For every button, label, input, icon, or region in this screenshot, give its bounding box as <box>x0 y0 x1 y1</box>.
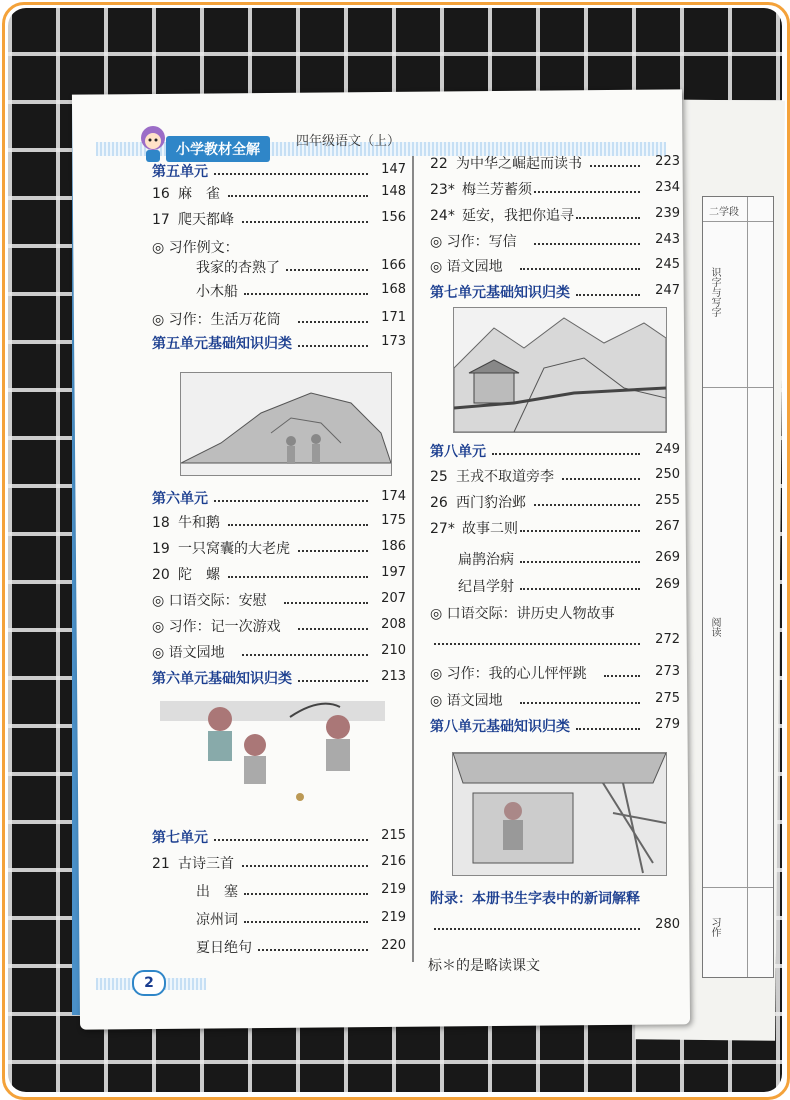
curriculum-table <box>702 196 774 978</box>
toc-entry[interactable] <box>152 161 208 181</box>
toc-entry-label: 第五单元基础知识归类 <box>152 336 292 352</box>
lesson-number: 17 <box>152 212 170 228</box>
lesson-number: 22 <box>430 156 448 172</box>
toc-entry-label: 陀 螺 <box>178 567 220 583</box>
toc-entry-label: 第七单元基础知识归类 <box>430 285 570 301</box>
leader-dots <box>534 191 640 193</box>
page-ref: 272 <box>655 632 680 647</box>
page-ref: 223 <box>655 154 680 169</box>
toc-entry[interactable] <box>430 231 517 251</box>
toc-entry[interactable] <box>430 716 570 736</box>
illustration-great-wall <box>453 307 667 433</box>
page-ref: 168 <box>381 282 406 297</box>
toc-entry-label: ◎ 口语交际：讲历史人物故事 <box>430 606 615 622</box>
page-ref: 173 <box>381 334 406 349</box>
toc-entry[interactable] <box>430 663 587 683</box>
lesson-number: 27* <box>430 521 455 537</box>
leader-dots <box>214 500 368 502</box>
page-ref: 239 <box>655 206 680 221</box>
page-ref: 249 <box>655 442 680 457</box>
toc-entry[interactable] <box>152 209 234 229</box>
toc-entry-label: ◎ 语文园地 <box>152 645 225 661</box>
toc-entry[interactable] <box>152 827 208 847</box>
leader-dots <box>576 294 640 296</box>
page-ref: 208 <box>381 617 406 632</box>
toc-entry-label: 第七单元 <box>152 830 208 846</box>
toc-entry[interactable] <box>430 518 518 538</box>
section-label-literacy: 识字与写字 <box>709 267 720 317</box>
toc-entry[interactable] <box>430 492 526 512</box>
leader-dots <box>242 221 368 223</box>
toc-entry[interactable] <box>458 576 514 596</box>
toc-entry[interactable] <box>152 237 239 257</box>
page-ref: 156 <box>381 210 406 225</box>
toc-entry-label: 一只窝囊的大老虎 <box>178 541 290 557</box>
leader-dots <box>534 243 640 245</box>
leader-dots <box>520 588 640 590</box>
toc-entry-label: 第八单元 <box>430 444 486 460</box>
toc-entry[interactable] <box>430 690 503 710</box>
toc-entry[interactable] <box>152 488 208 508</box>
page-ref: 279 <box>655 717 680 732</box>
leader-dots <box>298 680 368 682</box>
toc-entry-label: 第六单元 <box>152 491 208 507</box>
toc-entry-label: 梅兰芳蓄须 <box>462 182 532 198</box>
toc-entry-label: ◎ 语文园地 <box>430 693 503 709</box>
toc-entry-label: 延安，我把你追寻 <box>462 208 574 224</box>
toc-entry-label: 牛和鹅 <box>178 515 220 531</box>
page-ref: 247 <box>655 283 680 298</box>
toc-entry-label: 古诗三首 <box>178 856 234 872</box>
page-ref: 213 <box>381 669 406 684</box>
page-ref: 210 <box>381 643 406 658</box>
toc-entry[interactable] <box>430 153 582 173</box>
toc-entry[interactable] <box>152 309 281 329</box>
leader-dots <box>534 504 640 506</box>
toc-entry-label: 王戎不取道旁李 <box>456 469 554 485</box>
page-ref: 166 <box>381 258 406 273</box>
leader-dots <box>284 602 368 604</box>
toc-entry[interactable] <box>196 909 238 929</box>
lesson-number: 20 <box>152 567 170 583</box>
brand-badge: 小学教材全解 <box>166 136 270 162</box>
toc-entry-label: ◎ 口语交际：安慰 <box>152 593 267 609</box>
illustration-archer <box>452 752 667 876</box>
lesson-number: 21 <box>152 856 170 872</box>
toc-entry-label: ◎ 习作例文： <box>152 240 239 256</box>
toc-entry-label: 扁鹊治病 <box>458 552 514 568</box>
footnote: 标＊的是略读课文 <box>428 958 540 974</box>
section-label-writing: 习作 <box>709 917 720 937</box>
page-number: 2 <box>132 970 166 996</box>
lesson-number: 19 <box>152 541 170 557</box>
toc-entry-label: 第八单元基础知识归类 <box>430 719 570 735</box>
toc-entry-label: 小木船 <box>196 284 238 300</box>
toc-entry-label: 麻 雀 <box>178 186 220 202</box>
page-ref: 207 <box>381 591 406 606</box>
toc-entry-label: 第五单元 <box>152 164 208 180</box>
toc-entry-label: 附录：本册书生字表中的新词解释 <box>430 891 640 907</box>
leader-dots <box>492 453 640 455</box>
page-ref: 269 <box>655 550 680 565</box>
toc-entry[interactable] <box>430 256 503 276</box>
table-row-divider <box>703 387 773 388</box>
page-ref: 174 <box>381 489 406 504</box>
table-column-divider <box>747 197 748 977</box>
toc-entry[interactable] <box>430 888 640 908</box>
leader-dots <box>520 561 640 563</box>
page-ref: 220 <box>381 938 406 953</box>
page-ref: 269 <box>655 577 680 592</box>
toc-entry[interactable] <box>152 183 220 203</box>
page-ref: 147 <box>381 162 406 177</box>
toc-entry[interactable] <box>458 549 514 569</box>
leader-dots <box>298 628 368 630</box>
page-ref: 197 <box>381 565 406 580</box>
page-ref: 250 <box>655 467 680 482</box>
toc-entry[interactable] <box>430 441 486 461</box>
toc-entry[interactable] <box>430 282 570 302</box>
leader-dots <box>590 165 640 167</box>
lesson-number: 18 <box>152 515 170 531</box>
leader-dots <box>298 321 368 323</box>
toc-entry[interactable] <box>152 512 220 532</box>
toc-entry-label: ◎ 语文园地 <box>430 259 503 275</box>
leader-dots <box>604 675 640 677</box>
toc-entry[interactable] <box>152 538 290 558</box>
toc-entry[interactable] <box>152 590 267 610</box>
leader-dots <box>228 576 368 578</box>
leader-dots <box>576 217 640 219</box>
page-ref: 273 <box>655 664 680 679</box>
leader-dots <box>228 524 368 526</box>
leader-dots <box>576 728 640 730</box>
toc-entry[interactable] <box>152 616 281 636</box>
page-ref: 175 <box>381 513 406 528</box>
lesson-number: 26 <box>430 495 448 511</box>
section-label-reading: 阅读 <box>709 617 720 637</box>
leader-dots <box>214 839 368 841</box>
page-ref: 275 <box>655 691 680 706</box>
page-ref: 234 <box>655 180 680 195</box>
toc-entry[interactable] <box>152 642 225 662</box>
toc-entry-label: 我家的杏熟了 <box>196 260 280 276</box>
leader-dots <box>286 269 368 271</box>
lesson-number: 24* <box>430 208 455 224</box>
toc-entry[interactable] <box>430 603 615 623</box>
page-ref: 186 <box>381 539 406 554</box>
stage-label: 二学段 <box>709 207 739 218</box>
leader-dots <box>434 643 640 645</box>
toc-entry[interactable] <box>196 881 238 901</box>
page-ref: 280 <box>655 917 680 932</box>
leader-dots <box>242 654 368 656</box>
mascot-icon <box>136 124 170 164</box>
toc-entry-label: 纪昌学射 <box>458 579 514 595</box>
toc-entry-label: 凉州词 <box>196 912 238 928</box>
leader-dots <box>298 550 368 552</box>
toc-entry-label: 爬天都峰 <box>178 212 234 228</box>
leader-dots <box>258 949 368 951</box>
illustration-mountain-climb <box>180 372 392 476</box>
illustration-children-playing <box>160 697 385 817</box>
toc-entry[interactable] <box>152 668 292 688</box>
page-ref: 245 <box>655 257 680 272</box>
toc-entry[interactable] <box>152 564 220 584</box>
leader-dots <box>214 173 368 175</box>
toc-entry-label: ◎ 习作：记一次游戏 <box>152 619 281 635</box>
page-ref: 267 <box>655 519 680 534</box>
page-ref: 255 <box>655 493 680 508</box>
leader-dots <box>520 530 640 532</box>
leader-dots <box>520 268 640 270</box>
toc-entry-label: 夏日绝句 <box>196 940 252 956</box>
page-ref: 243 <box>655 232 680 247</box>
toc-entry[interactable] <box>430 179 532 199</box>
page-ref: 148 <box>381 184 406 199</box>
page-ref: 215 <box>381 828 406 843</box>
page-ref: 171 <box>381 310 406 325</box>
toc-entry-label: ◎ 习作：我的心儿怦怦跳 <box>430 666 587 682</box>
table-row-divider <box>703 221 773 222</box>
page-ref: 216 <box>381 854 406 869</box>
leader-dots <box>562 478 640 480</box>
leader-dots <box>242 865 368 867</box>
toc-entry[interactable] <box>430 205 574 225</box>
leader-dots <box>298 345 368 347</box>
lesson-number: 16 <box>152 186 170 202</box>
leader-dots <box>244 293 368 295</box>
leader-dots <box>228 195 368 197</box>
page-ref: 219 <box>381 882 406 897</box>
toc-entry-label: ◎ 习作：写信 <box>430 234 517 250</box>
lesson-number: 23* <box>430 182 455 198</box>
toc-entry[interactable] <box>196 257 280 277</box>
toc-entry[interactable] <box>196 281 238 301</box>
column-divider <box>412 156 414 962</box>
toc-entry-label: 出 塞 <box>196 884 238 900</box>
toc-entry-label: 西门豹治邺 <box>456 495 526 511</box>
toc-entry[interactable] <box>196 937 252 957</box>
toc-entry-label: ◎ 习作：生活万花筒 <box>152 312 281 328</box>
toc-entry-label: 为中华之崛起而读书 <box>456 156 582 172</box>
toc-entry[interactable] <box>152 853 234 873</box>
leader-dots <box>244 921 368 923</box>
leader-dots <box>434 928 640 930</box>
toc-entry[interactable] <box>152 333 292 353</box>
toc-entry[interactable] <box>430 466 554 486</box>
leader-dots <box>520 702 640 704</box>
leader-dots <box>244 893 368 895</box>
page-ref: 219 <box>381 910 406 925</box>
lesson-number: 25 <box>430 469 448 485</box>
toc-entry-label: 故事二则 <box>462 521 518 537</box>
subject-title: 四年级语文（上） <box>296 134 401 149</box>
toc-entry-label: 第六单元基础知识归类 <box>152 671 292 687</box>
table-row-divider <box>703 887 773 888</box>
